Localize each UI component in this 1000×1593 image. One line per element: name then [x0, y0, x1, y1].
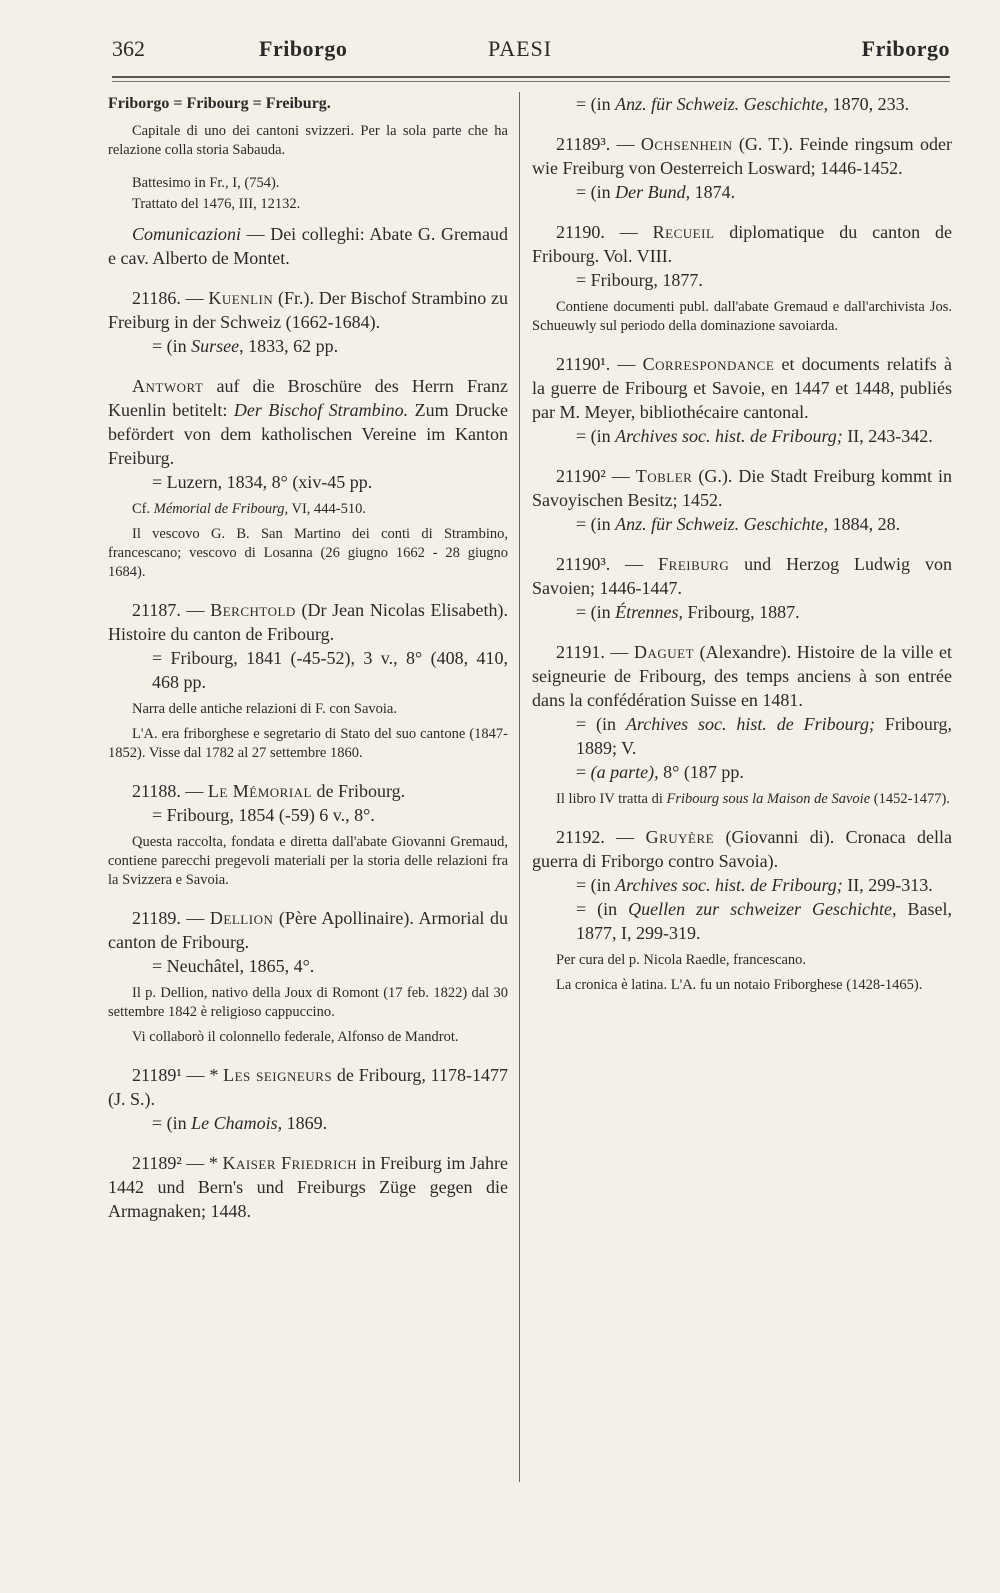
section-heading: Friborgo = Fribourg = Freiburg.	[108, 95, 331, 112]
entry-publication: = (in Archives soc. hist. de Fribourg; II, 243-342.	[576, 426, 933, 446]
entry-publication: = (in Anz. für Schweiz. Geschichte, 1884, 28.	[576, 514, 901, 534]
entry-publication: = (in Sursee, 1833, 62 pp.	[152, 336, 339, 356]
entry-21191	[532, 640, 952, 809]
entry-antwort	[108, 374, 508, 582]
entry-title: 21189. — Dellion (Père Apollinaire). Armorial du canton de Fribourg.	[108, 908, 508, 952]
entry-publication: = Fribourg, 1854 (-59) 6 v., 8°.	[152, 805, 375, 825]
entry-title: 21192. — Gruyère (Giovanni di). Cronaca della guerra di Friborgo contro Savoia).	[532, 827, 952, 871]
entry-publication: = Fribourg, 1877.	[576, 270, 703, 290]
header-center-title: PAESI	[488, 36, 553, 61]
entry-note: Contiene documenti publ. dall'abate Gremaud e dall'archivista Jos. Schueuwly sul periodo della dominazione savoiarda.	[532, 299, 952, 334]
entry-author: Freiburg	[658, 554, 730, 574]
entry-21186	[108, 286, 508, 358]
left-column	[108, 92, 508, 1239]
entry-21189-2	[108, 1151, 508, 1223]
entry-21190-2	[532, 464, 952, 536]
entry-publication: = (in Der Bund, 1874.	[576, 182, 736, 202]
entry-note: Il vescovo G. B. San Martino dei conti di Strambino, francescano; vescovo di Losanna (26 giugno 1662 - 28 giugno 1684).	[108, 526, 508, 580]
entry-publication: = (in Le Chamois, 1869.	[152, 1113, 328, 1133]
header-right-title: Friborgo	[861, 36, 950, 61]
entry-publication: = (in Anz. für Schweiz. Geschichte, 1870, 233.	[576, 94, 910, 114]
entry-21189-3	[532, 132, 952, 204]
header-rule-thick	[112, 76, 950, 78]
trattato-ref: Trattato del 1476, III, 12132.	[132, 196, 301, 212]
entry-note: Per cura del p. Nicola Raedle, francescano.	[556, 952, 807, 968]
entry-title: 21189² — * Kaiser Friedrich in Freiburg im Jahre 1442 und Bern's und Freiburgs Züge gegen die Armagnaken; 1448.	[108, 1153, 508, 1221]
entry-title: 21190² — Tobler (G.). Die Stadt Freiburg kommt in Savoyischen Besitz; 1452.	[532, 466, 952, 510]
entry-author: Les seigneurs	[223, 1065, 333, 1085]
entry-21188	[108, 779, 508, 890]
entry-author: Gruyère	[645, 827, 715, 847]
comunicazioni	[108, 222, 508, 270]
entry-publication: = (in Étrennes, Fribourg, 1887.	[576, 602, 800, 622]
entry-publication: = Neuchâtel, 1865, 4°.	[152, 956, 315, 976]
entry-note: L'A. era friborghese e segretario di Stato del suo cantone (1847-1852). Visse dal 1782 al 27 settembre 1860.	[108, 726, 508, 761]
entry-21189	[108, 906, 508, 1047]
entry-21187	[108, 598, 508, 763]
entry-publication: = (in Archives soc. hist. de Fribourg; II, 299-313.	[576, 875, 933, 895]
entry-author: Daguet	[634, 642, 695, 662]
entry-note: Vi collaborò il colonnello federale, Alfonso de Mandrot.	[132, 1029, 459, 1045]
comunicazioni-label: Comunicazioni	[132, 224, 242, 244]
entry-title: 21190³. — Freiburg und Herzog Ludwig von Savoien; 1446-1447.	[532, 554, 952, 598]
entry-author: Ochsenhein	[640, 134, 733, 154]
entry-publication: = (a parte), 8° (187 pp.	[576, 762, 744, 782]
entry-note: Il libro IV tratta di Fribourg sous la Maison de Savoie (1452-1477).	[556, 791, 950, 807]
entry-title: 21188. — Le Mémorial de Fribourg.	[132, 781, 406, 801]
entry-note: La cronica è latina. L'A. fu un notaio Friborghese (1428-1465).	[556, 977, 923, 993]
entry-author: Kaiser Friedrich	[222, 1153, 358, 1173]
entry-title: 21186. — Kuenlin (Fr.). Der Bischof Strambino zu Freiburg in der Schweiz (1662-1684).	[108, 288, 508, 332]
entry-publication: = (in Quellen zur schweizer Geschichte, Basel, 1877, I, 299-319.	[576, 899, 952, 943]
entry-note: Questa raccolta, fondata e diretta dall'abate Giovanni Gremaud, contiene parecchi pregevoli materiali per la storia delle relazioni fra la Svizzera e Savoia.	[108, 834, 508, 888]
entry-publication: = Luzern, 1834, 8° (xiv-45 pp.	[152, 472, 373, 492]
entry-note: Il p. Dellion, nativo della Joux di Romont (17 feb. 1822) dal 30 settembre 1842 è religioso cappuccino.	[108, 985, 508, 1020]
entry-author: Kuenlin	[208, 288, 274, 308]
entry-title: 21190¹. — Correspondance et documents relatifs à la guerre de Fribourg et Savoie, en 1447 et 1448, publiés par M. Meyer, bibliothécaire cantonal.	[532, 354, 952, 422]
entry-21190-1	[532, 352, 952, 448]
entry-title: 21187. — Berchtold (Dr Jean Nicolas Elisabeth). Histoire du canton de Fribourg.	[108, 600, 508, 644]
section-intro	[108, 92, 508, 270]
entry-author: Tobler	[635, 466, 693, 486]
entry-author: Dellion	[209, 908, 274, 928]
entry-21190-3	[532, 552, 952, 624]
entry-title: Antwort auf die Broschüre des Herrn Franz Kuenlin betitelt: Der Bischof Strambino. Zum Drucke befördert von dem katholischen Vereine im Kanton Freiburg.	[108, 376, 508, 468]
column-divider	[519, 92, 520, 1482]
entry-continuation	[532, 92, 952, 116]
entry-title: 21190. — Recueil diplomatique du canton de Fribourg. Vol. VIII.	[532, 222, 952, 266]
header-rule-thin	[112, 81, 950, 82]
entry-21190	[532, 220, 952, 336]
comunicazioni-text: — Dei colleghi: Abate G. Gremaud e cav. Alberto de Montet.	[108, 224, 508, 268]
entry-author: Berchtold	[210, 600, 296, 620]
entry-21189-1	[108, 1063, 508, 1135]
running-header	[112, 36, 950, 76]
right-column	[532, 92, 952, 1011]
section-description: Capitale di uno dei cantoni svizzeri. Per la sola parte che ha relazione colla storia Sabauda.	[108, 123, 508, 158]
entry-title: 21191. — Daguet (Alexandre). Histoire de la ville et seigneurie de Fribourg, des temps anciens à son entrée dans la confédération Suisse en 1481.	[532, 642, 952, 710]
entry-author: Recueil	[652, 222, 715, 242]
entry-author: Correspondance	[642, 354, 775, 374]
page-number: 362	[112, 36, 145, 61]
entry-title: 21189¹ — * Les seigneurs de Fribourg, 1178-1477 (J. S.).	[108, 1065, 508, 1109]
entry-21192	[532, 825, 952, 995]
entry-note: Narra delle antiche relazioni di F. con Savoia.	[132, 701, 397, 717]
entry-author: Antwort	[132, 376, 204, 396]
entry-title: 21189³. — Ochsenhein (G. T.). Feinde ringsum oder wie Freiburg von Oesterreich Losward; 1446-1452.	[532, 134, 952, 178]
entry-publication: = Fribourg, 1841 (-45-52), 3 v., 8° (408, 410, 468 pp.	[152, 648, 508, 692]
entry-author: Le Mémorial	[207, 781, 313, 801]
header-left-title: Friborgo	[259, 36, 348, 61]
battesimo-ref: Battesimo in Fr., I, (754).	[132, 175, 280, 191]
entry-publication: = (in Archives soc. hist. de Fribourg; Fribourg, 1889; V.	[576, 714, 952, 758]
entry-crossref: Cf. Mémorial de Fribourg, VI, 444-510.	[132, 501, 367, 517]
